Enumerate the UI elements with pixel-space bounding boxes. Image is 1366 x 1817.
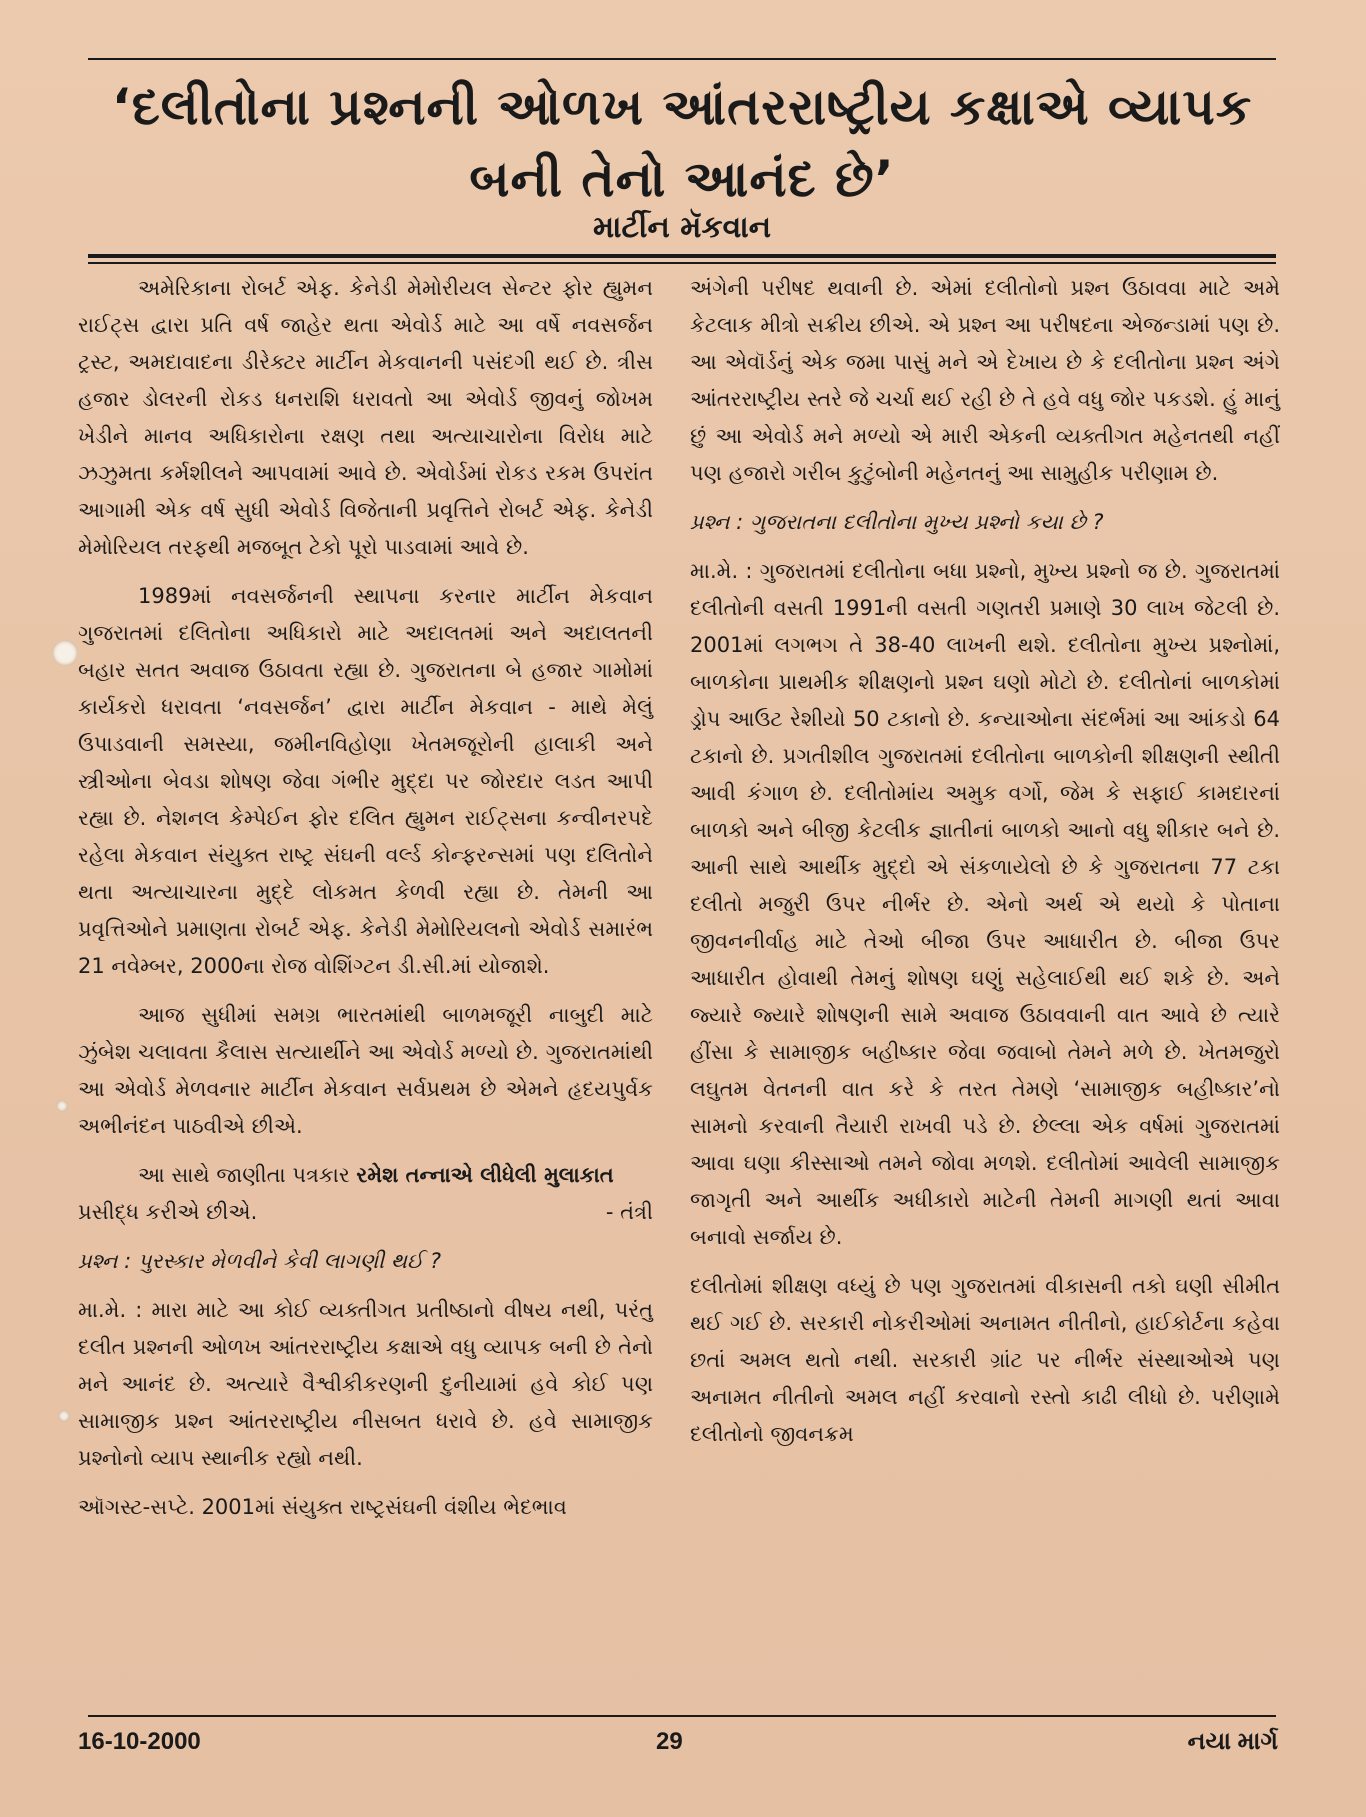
- question-2: પ્રશ્ન : ગુજરાતના દલીતોના મુખ્ય પ્રશ્નો કયા છે ?: [690, 510, 1104, 534]
- article-author: માર્ટીન મૅકવાન: [592, 210, 772, 245]
- right-column: [690, 270, 1280, 1465]
- footer-rule: [88, 1715, 1276, 1717]
- article-title-line1: ‘દલીતોના પ્રશ્નની ઓળખ આંતરરાષ્ટ્રીય કક્ષાએ વ્યાપક: [111, 78, 1253, 136]
- title-rule-thin: [88, 262, 1276, 264]
- answer-2-continued: દલીતોમાં શીક્ષણ વધ્યું છે પણ ગુજરાતમાં વીકાસની તકો ઘણી સીમીત થઈ ગઈ છે. સરકારી નોકરીઓમાં અનામત નીતીનો, હાઈકોર્ટના કહેવા છતાં અમલ થતો નથી. સરકારી ગ્રાંટ પર નીર્ભર સંસ્થાઓએ પણ અનામત નીતીનો અમલ નહીં કરવાનો રસ્તો કાઢી લીધો છે. પરીણામે દલીતોનો જીવનક્રમ: [690, 1274, 1280, 1446]
- punch-hole: [52, 640, 78, 666]
- magazine-name: નયા માર્ગ: [1187, 1728, 1278, 1755]
- answer-1: મા.મે. : મારા માટે આ કોઈ વ્યક્તીગત પ્રતીષ્ઠાનો વીષય નથી, પરંતુ દલીત પ્રશ્નની ઓળખ આંતરરાષ્ટ્રીય કક્ષાએ વધુ વ્યાપક બની છે તેનો મને આનંદ છે. અત્યારે વૈશ્વીકીકરણની દુનીયામાં હવે કોઈ પણ સામાજીક પ્રશ્ન આંતરરાષ્ટ્રીય નીસબત ધરાવે છે. હવે સામાજીક પ્રશ્નોનો વ્યાપ સ્થાનીક રહ્યો નથી.: [78, 1298, 653, 1470]
- interviewer-credit: રમેશ તન્નાએ લીધેલી મુલાકાત: [356, 1163, 614, 1187]
- page-footer: [78, 1728, 1278, 1768]
- top-rule: [88, 58, 1276, 60]
- interview-intro-end: [78, 1194, 653, 1231]
- question-1: પ્રશ્ન : પુરસ્કાર મેળવીને કેવી લાગણી થઈ ?: [78, 1249, 441, 1273]
- award-history-paragraph: આજ સુધીમાં સમગ્ર ભારતમાંથી બાળમજૂરી નાબુદી માટે ઝુંબેશ ચલાવતા કૈલાસ સત્યાર્થીને આ એવોર્ડ મળ્યો છે. ગુજરાતમાંથી આ એવોર્ડ મેળવનાર માર્ટીન મેકવાન સર્વપ્રથમ છે એમને હૃદયપુર્વક અભીનંદન પાઠવીએ છીએ.: [78, 1003, 653, 1138]
- interview-intro-end-text: પ્રસીદ્ધ કરીએ છીએ.: [78, 1200, 258, 1224]
- punch-hole: [58, 1410, 70, 1422]
- issue-date: 16-10-2000: [78, 1728, 201, 1755]
- interview-intro-paragraph: [78, 1157, 653, 1194]
- article-title-line2: બની તેનો આનંદ છે’: [469, 150, 895, 208]
- editor-signature: - તંત્રી: [605, 1200, 653, 1224]
- answer-1-conclusion: અંગેની પરીષદ થવાની છે. એમાં દલીતોનો પ્રશ્ન ઉઠાવવા માટે અમે કેટલાક મીત્રો સક્રીય છીએ. એ પ્રશ્ન આ પરીષદના એજન્ડામાં પણ છે. આ એવૉર્ડનું એક જમા પાસું મને એ દેખાય છે કે દલીતોના પ્રશ્ન અંગે આંતરરાષ્ટ્રીય સ્તરે જે ચર્ચા થઈ રહી છે તે હવે વધુ જોર પકડશે. હું માનું છું આ એવોર્ડ મને મળ્યો એ મારી એકની વ્યક્તીગત મહેનતથી નહીં પણ હજારો ગરીબ કુટુંબોની મહેનતનું આ સામુહીક પરીણામ છે.: [690, 276, 1280, 485]
- answer-1-continued: ઑગસ્ટ-સપ્ટે. 2001માં સંયુક્ત રાષ્ટ્રસંઘની વંશીય ભેદભાવ: [78, 1495, 567, 1519]
- answer-2: મા.મે. : ગુજરાતમાં દલીતોના બધા પ્રશ્નો, મુખ્ય પ્રશ્નો જ છે. ગુજરાતમાં દલીતોની વસતી 1991ની વસતી ગણતરી પ્રમાણે 30 લાખ જેટલી છે. 2001માં લગભગ તે 38-40 લાખની થશે. દલીતોના મુખ્ય પ્રશ્નોમાં, બાળકોના પ્રાથમીક શીક્ષણનો પ્રશ્ન ઘણો મોટો છે. દલીતોનાં બાળકોમાં ડ્રોપ આઉટ રેશીયો 50 ટકાનો છે. કન્યાઓના સંદર્ભમાં આ આંકડો 64 ટકાનો છે. પ્રગતીશીલ ગુજરાતમાં દલીતોના બાળકોની શીક્ષણની સ્થીતી આવી કંગાળ છે. દલીતોમાંય અમુક વર્ગો, જેમ કે સફાઈ કામદારનાં બાળકો અને બીજી કેટલીક જ્ઞાતીનાં બાળકો આનો વધુ શીકાર બને છે. આની સાથે આર્થીક મુદ્દો એ સંકળાયેલો છે કે ગુજરાતના 77 ટકા દલીતો મજુરી ઉપર નીર્ભર છે. એનો અર્થ એ થયો કે પોતાના જીવનનીર્વાહ માટે તેઓ બીજા ઉપર આધારીત છે. બીજા ઉપર આધારીત હોવાથી તેમનું શોષણ ઘણું સહેલાઈથી થઈ શકે છે. અને જ્યારે જ્યારે શોષણની સામે અવાજ ઉઠાવવાની વાત આવે છે ત્યારે હીંસા કે સામાજીક બહીષ્કાર જેવા જવાબો તેમને મળે છે. ખેતમજુરો લઘુતમ વેતનની વાત કરે કે તરત તેમણે ‘સામાજીક બહીષ્કાર’નો સામનો કરવાની તૈયારી રાખવી પડે છે. છેલ્લા એક વર્ષમાં ગુજરાતમાં આવા ઘણા કીસ્સાઓ તમને જોવા મળશે. દલીતોમાં આવેલી સામાજીક જાગૃતી અને આર્થીક અધીકારો માટેની તેમની માગણી થતાં આવા બનાવો સર્જાય છે.: [690, 559, 1280, 1249]
- punch-hole: [56, 1100, 68, 1112]
- intro-paragraph: અમેરિકાના રોબર્ટ એફ. કેનેડી મેમોરીયલ સેન્ટર ફોર હ્યુમન રાઈટ્સ દ્વારા પ્રતિ વર્ષ જાહેર થતા એવોર્ડ માટે આ વર્ષે નવસર્જન ટ્રસ્ટ, અમદાવાદના ડીરેક્ટર માર્ટીન મેકવાનની પસંદગી થઈ છે. ત્રીસ હજાર ડોલરની રોકડ ધનરાશિ ધરાવતો આ એવોર્ડ જીવનું જોખમ ખેડીને માનવ અધિકારોના રક્ષણ તથા અત્યાચારોના વિરોધ માટે ઝઝુમતા કર્મશીલને આપવામાં આવે છે. એવોર્ડમાં રોકડ રકમ ઉપરાંત આગામી એક વર્ષ સુધી એવોર્ડ વિજેતાની પ્રવૃત્તિને રોબર્ટ એફ. કેનેડી મેમોરિયલ તરફથી મજબૂત ટેકો પૂરો પાડવામાં આવે છે.: [78, 276, 653, 559]
- left-column: [78, 270, 653, 1538]
- interview-intro-text: આ સાથે જાણીતા પત્રકાર: [138, 1163, 357, 1187]
- page-number: 29: [656, 1728, 683, 1755]
- background-paragraph: 1989માં નવસર્જનની સ્થાપના કરનાર માર્ટીન મેકવાન ગુજરાતમાં દલિતોના અધિકારો માટે અદાલતમાં અને અદાલતની બહાર સતત અવાજ ઉઠાવતા રહ્યા છે. ગુજરાતના બે હજાર ગામોમાં કાર્યકરો ધરાવતા ‘નવસર્જન’ દ્વારા માર્ટીન મેકવાન - માથે મેલું ઉપાડવાની સમસ્યા, જમીનવિહોણા ખેતમજૂરોની હાલાકી અને સ્ત્રીઓના બેવડા શોષણ જેવા ગંભીર મુદ્દા પર જોરદાર લડત આપી રહ્યા છે. નેશનલ કેમ્પેઈન ફોર દલિત હ્યુમન રાઈટ્સના કન્વીનરપદે રહેલા મેકવાન સંયુક્ત રાષ્ટ્ર સંઘની વર્લ્ડ કોન્ફરન્સમાં પણ દલિતોને થતા અત્યાચારના મુદ્દે લોકમત કેળવી રહ્યા છે. તેમની આ પ્રવૃત્તિઓને પ્રમાણતા રોબર્ટ એફ. કેનેડી મેમોરિયલનો એવોર્ડ સમારંભ 21 નવેમ્બર, 2000ના રોજ વોશિંગ્ટન ડી.સી.માં યોજાશે.: [78, 584, 653, 978]
- title-rule-thick: [88, 254, 1276, 258]
